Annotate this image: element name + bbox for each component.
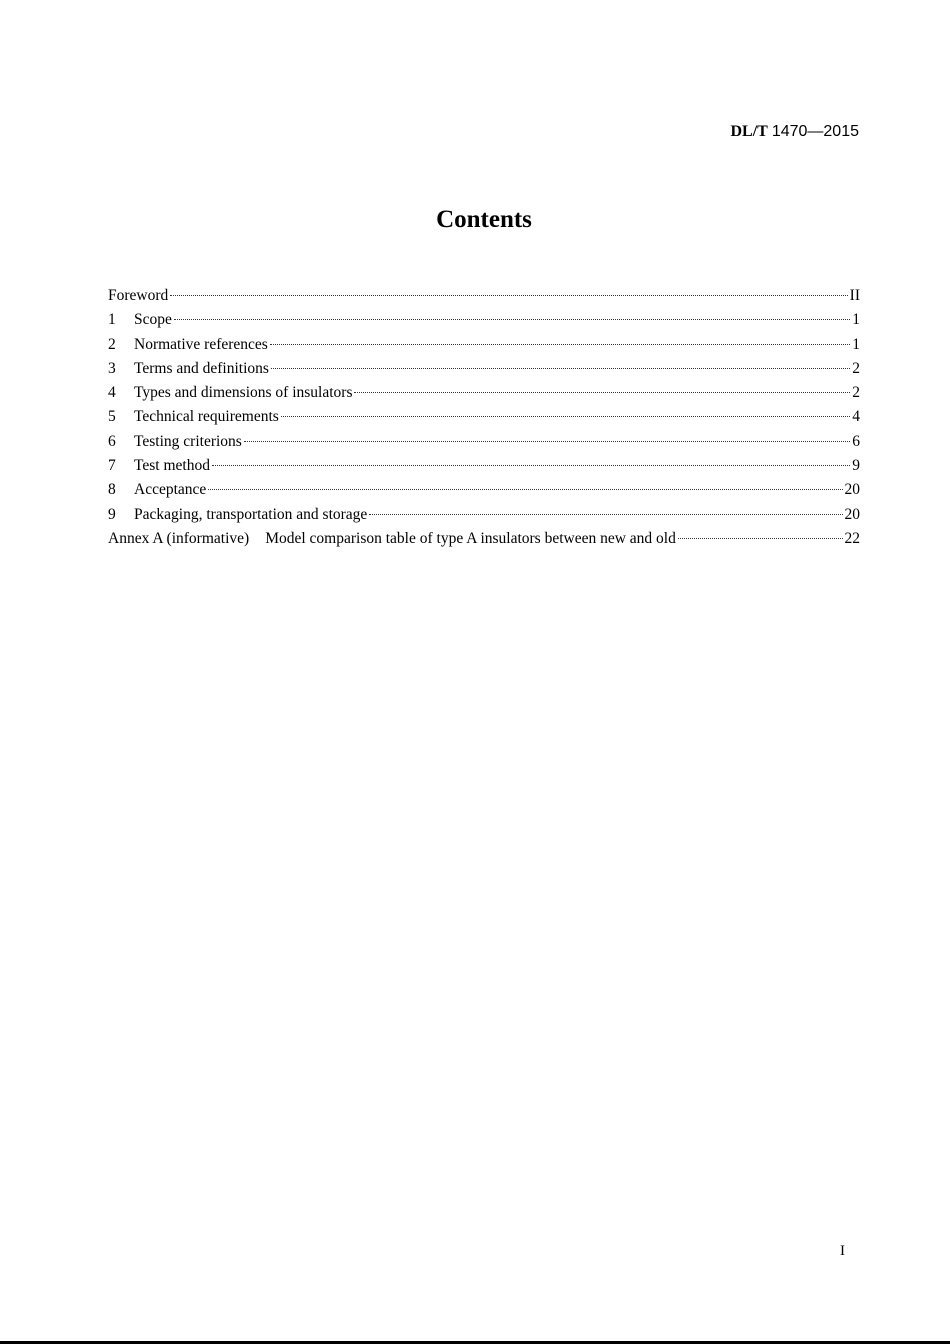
toc-entry-testing-criterions[interactable]: [108, 430, 860, 454]
toc-entry-page: 20: [844, 505, 860, 523]
annex-prefix: Annex A (informative): [108, 529, 250, 547]
toc-entry-page: 2: [852, 384, 860, 402]
toc-entry-normative-references[interactable]: [108, 333, 860, 357]
toc-entry-number: 3: [108, 359, 116, 377]
toc-entry-label: Testing criterions: [134, 432, 242, 450]
standard-code: DL/T: [730, 123, 768, 140]
toc-entry-label: Types and dimensions of insulators: [134, 384, 353, 402]
toc-entry-foreword[interactable]: [108, 284, 860, 308]
toc-entry-number: 8: [108, 481, 116, 499]
toc-entry-page: II: [849, 287, 860, 304]
toc-entry-number: 1: [108, 311, 116, 329]
toc-entry-technical-requirements[interactable]: [108, 405, 860, 429]
toc-entry-page: 6: [852, 432, 860, 450]
toc-entry-page: 20: [844, 481, 860, 499]
toc-entry-label: Normative references: [134, 335, 268, 353]
dot-leader: [212, 465, 850, 466]
toc-entry-page: 1: [852, 311, 860, 329]
toc-entry-label: Technical requirements: [134, 408, 279, 426]
toc-entry-annex-a[interactable]: [108, 527, 860, 551]
table-of-contents: [108, 284, 860, 551]
toc-entry-page: 1: [852, 335, 860, 353]
toc-entry-packaging[interactable]: [108, 503, 860, 527]
toc-entry-label: Packaging, transportation and storage: [134, 505, 368, 523]
toc-entry-test-method[interactable]: [108, 454, 860, 478]
toc-entry-acceptance[interactable]: [108, 478, 860, 502]
dot-leader: [369, 514, 842, 515]
toc-entry-terms-and-definitions[interactable]: [108, 357, 860, 381]
toc-entry-label: Test method: [134, 457, 210, 475]
dot-leader: [678, 538, 843, 539]
toc-entry-number: 9: [108, 505, 116, 523]
toc-entry-label: Model comparison table of type A insulators between new and old: [265, 529, 676, 547]
toc-entry-page: 2: [852, 359, 860, 377]
toc-entry-label: Terms and definitions: [134, 359, 269, 377]
page-number: I: [840, 1243, 845, 1259]
dot-leader: [271, 368, 850, 369]
dot-leader: [170, 295, 847, 296]
toc-entry-scope[interactable]: [108, 308, 860, 332]
standard-number: 1470—2015: [771, 123, 859, 140]
dot-leader: [174, 319, 850, 320]
toc-entry-number: 2: [108, 335, 116, 353]
dot-leader: [281, 416, 850, 417]
dot-leader: [244, 441, 850, 442]
toc-entry-number: 6: [108, 432, 116, 450]
toc-entry-number: 7: [108, 457, 116, 475]
toc-entry-label: Scope: [134, 311, 172, 329]
toc-entry-number: 4: [108, 384, 116, 402]
dot-leader: [354, 392, 850, 393]
toc-entry-page: 9: [852, 457, 860, 475]
toc-entry-types-and-dimensions[interactable]: [108, 381, 860, 405]
toc-entry-page: 4: [852, 408, 860, 426]
toc-entry-label: Acceptance: [134, 481, 207, 499]
toc-entry-page: 22: [844, 529, 860, 547]
dot-leader: [208, 489, 842, 490]
document-header: [730, 122, 859, 142]
toc-entry-label: Foreword: [108, 287, 169, 304]
page-title: Contents: [436, 206, 532, 233]
toc-entry-number: 5: [108, 408, 116, 426]
dot-leader: [270, 344, 850, 345]
